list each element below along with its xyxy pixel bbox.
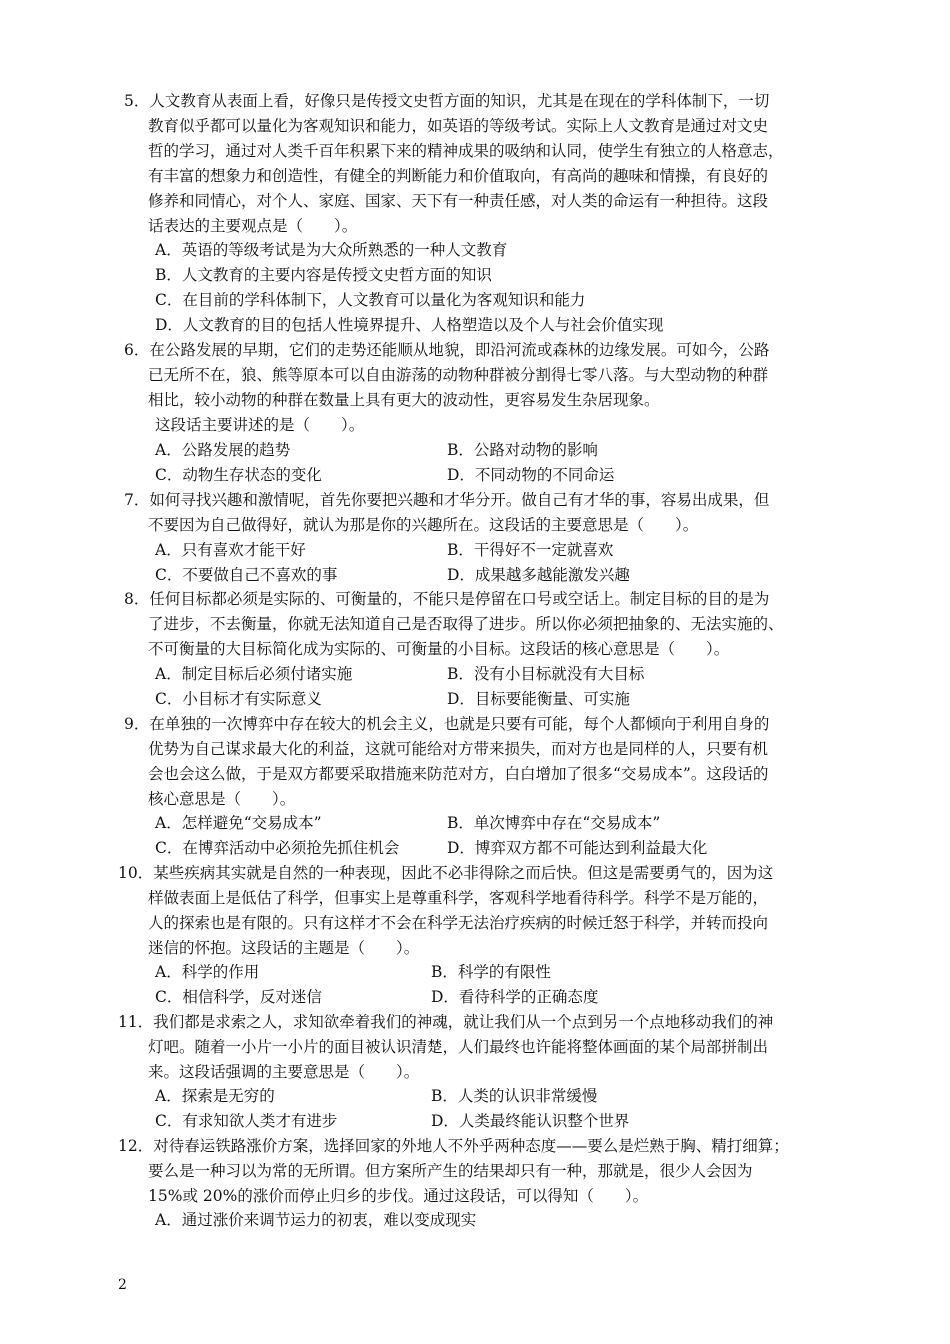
question-line <box>118 1012 773 1032</box>
page-number: 2 <box>118 1277 127 1293</box>
question-number: 10． <box>118 864 154 882</box>
option-c: C．有求知欲人类才有进步 <box>155 1112 338 1130</box>
question-text: 要么是一种习以为常的无所谓。但方案所产生的结果却只有一种，那就是，很少人会因为 <box>148 1162 753 1180</box>
question-text: 某些疾病其实就是自然的一种表现，因此不必非得除之而后快。但这是需要勇气的，因为这 <box>153 864 774 882</box>
option-a: A．通过涨价来调节运力的初衷，难以变成现实 <box>155 1211 477 1229</box>
question-text: 样做表面上是低估了科学，但事实上是尊重科学，客观科学地看待科学。科学不是万能的， <box>148 889 769 907</box>
question-number: 5． <box>124 92 150 110</box>
option-a: A．怎样避免“交易成本” <box>155 814 322 832</box>
question-text: 哲的学习，通过对人类千百年积累下来的精神成果的吸纳和认同，使学生有独立的人格意志， <box>148 142 784 160</box>
question-text: 任何目标都必须是实际的、可衡量的，不能只是停留在口号或空话上。制定目标的目的是为 <box>149 590 770 608</box>
option-d: D．人文教育的目的包括人性境界提升、人格塑造以及个人与社会价值实现 <box>155 316 664 334</box>
option-d: D．目标要能衡量、可实施 <box>447 690 630 708</box>
question-text: 不要因为自己做得好，就认为那是你的兴趣所在。这段话的主要意思是（ ）。 <box>148 516 699 534</box>
option-a: A．只有喜欢才能干好 <box>155 541 306 559</box>
question-text: 教育似乎都可以量化为客观知识和能力，如英语的等级考试。实际上人文教育是通过对文史 <box>148 117 769 135</box>
option-d: D．看待科学的正确态度 <box>431 988 599 1006</box>
question-text: 已无所不在，狼、熊等原本可以自由游荡的动物种群被分割得七零八落。与大型动物的种群 <box>148 366 769 384</box>
question-line <box>124 589 769 609</box>
question-number: 11． <box>118 1013 154 1031</box>
question-text: 对待春运铁路涨价方案，选择回家的外地人不外乎两种态度——要么是烂熟于胸、精打细算； <box>153 1137 789 1155</box>
option-b: B．人文教育的主要内容是传授文史哲方面的知识 <box>155 266 492 284</box>
question-number: 12． <box>118 1137 154 1155</box>
question-text: 我们都是求索之人，求知欲牵着我们的神魂，就让我们从一个点到另一个点地移动我们的神 <box>153 1013 774 1031</box>
question-text: 核心意思是（ ）。 <box>148 790 296 808</box>
question-line <box>124 91 769 111</box>
option-b: B．没有小目标就没有大目标 <box>447 665 645 683</box>
option-c: C．在目前的学科体制下，人文教育可以量化为客观知识和能力 <box>155 291 586 309</box>
option-a: A．制定目标后必须付诸实施 <box>155 665 353 683</box>
option-c: C．小目标才有实际意义 <box>155 690 322 708</box>
option-b: B．单次博弈中存在“交易成本” <box>447 814 661 832</box>
question-text: 话表达的主要观点是（ ）。 <box>148 217 358 235</box>
option-d: D．人类最终能认识整个世界 <box>431 1112 630 1130</box>
option-c: C．在博弈活动中必须抢先抓住机会 <box>155 839 400 857</box>
question-line <box>118 1136 789 1156</box>
question-line <box>124 490 769 510</box>
question-line <box>124 340 769 360</box>
question-text: 人的探索也是有限的。只有这样才不会在科学无法治疗疾病的时候迁怒于科学，并转而投向 <box>148 914 769 932</box>
question-text: 来。这段话强调的主要意思是（ ）。 <box>148 1063 420 1081</box>
question-number: 7． <box>124 491 150 509</box>
option-a: A．公路发展的趋势 <box>155 441 291 459</box>
option-c: C．相信科学，反对迷信 <box>155 988 322 1006</box>
question-text: 灯吧。随着一小片一小片的面目被认识清楚，人们最终也许能将整体画面的某个局部拼制出 <box>148 1038 769 1056</box>
question-number: 6． <box>124 341 150 359</box>
question-text: 修养和同情心，对个人、家庭、国家、天下有一种责任感，对人类的命运有一种担待。这段 <box>148 192 769 210</box>
question-text: 不可衡量的大目标简化成为实际的、可衡量的小目标。这段话的核心意思是（ ）。 <box>148 640 730 658</box>
question-number: 9． <box>124 715 150 733</box>
question-text: 有丰富的想象力和创造性，有健全的判断能力和价值取向，有高尚的趣味和情操，有良好的 <box>148 167 769 185</box>
question-text: 相比，较小动物的种群在数量上具有更大的波动性，更容易发生杂居现象。 <box>148 391 660 409</box>
option-d: D．成果越多越能激发兴趣 <box>447 566 630 584</box>
option-c: C．动物生存状态的变化 <box>155 466 322 484</box>
option-a: A．科学的作用 <box>155 963 260 981</box>
question-text: 在公路发展的早期，它们的走势还能顺从地貌，即沿河流或森林的边缘发展。可如今，公路 <box>149 341 770 359</box>
question-text: 优势为自己谋求最大化的利益，这就可能给对方带来损失，而对方也是同样的人，只要有机 <box>148 740 769 758</box>
option-a: A．英语的等级考试是为大众所熟悉的一种人文教育 <box>155 241 508 259</box>
question-line <box>124 714 769 734</box>
question-text: 迷信的怀抱。这段话的主题是（ ）。 <box>148 939 420 957</box>
question-text: 如何寻找兴趣和激情呢，首先你要把兴趣和才华分开。做自己有才华的事，容易出成果，但 <box>149 491 770 509</box>
question-text: 这段话主要讲述的是（ ）。 <box>155 416 365 434</box>
option-b: B．公路对动物的影响 <box>447 441 598 459</box>
question-number: 8． <box>124 590 150 608</box>
question-text: 会也会这么做，于是双方都要采取措施来防范对方，白白增加了很多“交易成本”。这段话的 <box>148 765 769 783</box>
option-c: C．不要做自己不喜欢的事 <box>155 566 338 584</box>
question-text: 在单独的一次博弈中存在较大的机会主义，也就是只要有可能，每个人都倾向于利用自身的 <box>149 715 770 733</box>
option-a: A．探索是无穷的 <box>155 1087 275 1105</box>
option-b: B．人类的认识非常缓慢 <box>431 1087 598 1105</box>
question-text: 了进步，不去衡量，你就无法知道自己是否取得了进步。所以你必须把抽象的、无法实施的、 <box>148 615 784 633</box>
question-text: 15%或 20%的涨价而停止归乡的步伐。通过这段话，可以得知（ ）。 <box>148 1187 649 1205</box>
option-b: B．干得好不一定就喜欢 <box>447 541 614 559</box>
option-b: B．科学的有限性 <box>431 963 551 981</box>
question-line <box>118 863 773 883</box>
option-d: D．博弈双方都不可能达到利益最大化 <box>447 839 708 857</box>
option-d: D．不同动物的不同命运 <box>447 466 615 484</box>
question-text: 人文教育从表面上看，好像只是传授文史哲方面的知识，尤其是在现在的学科体制下，一切 <box>149 92 770 110</box>
